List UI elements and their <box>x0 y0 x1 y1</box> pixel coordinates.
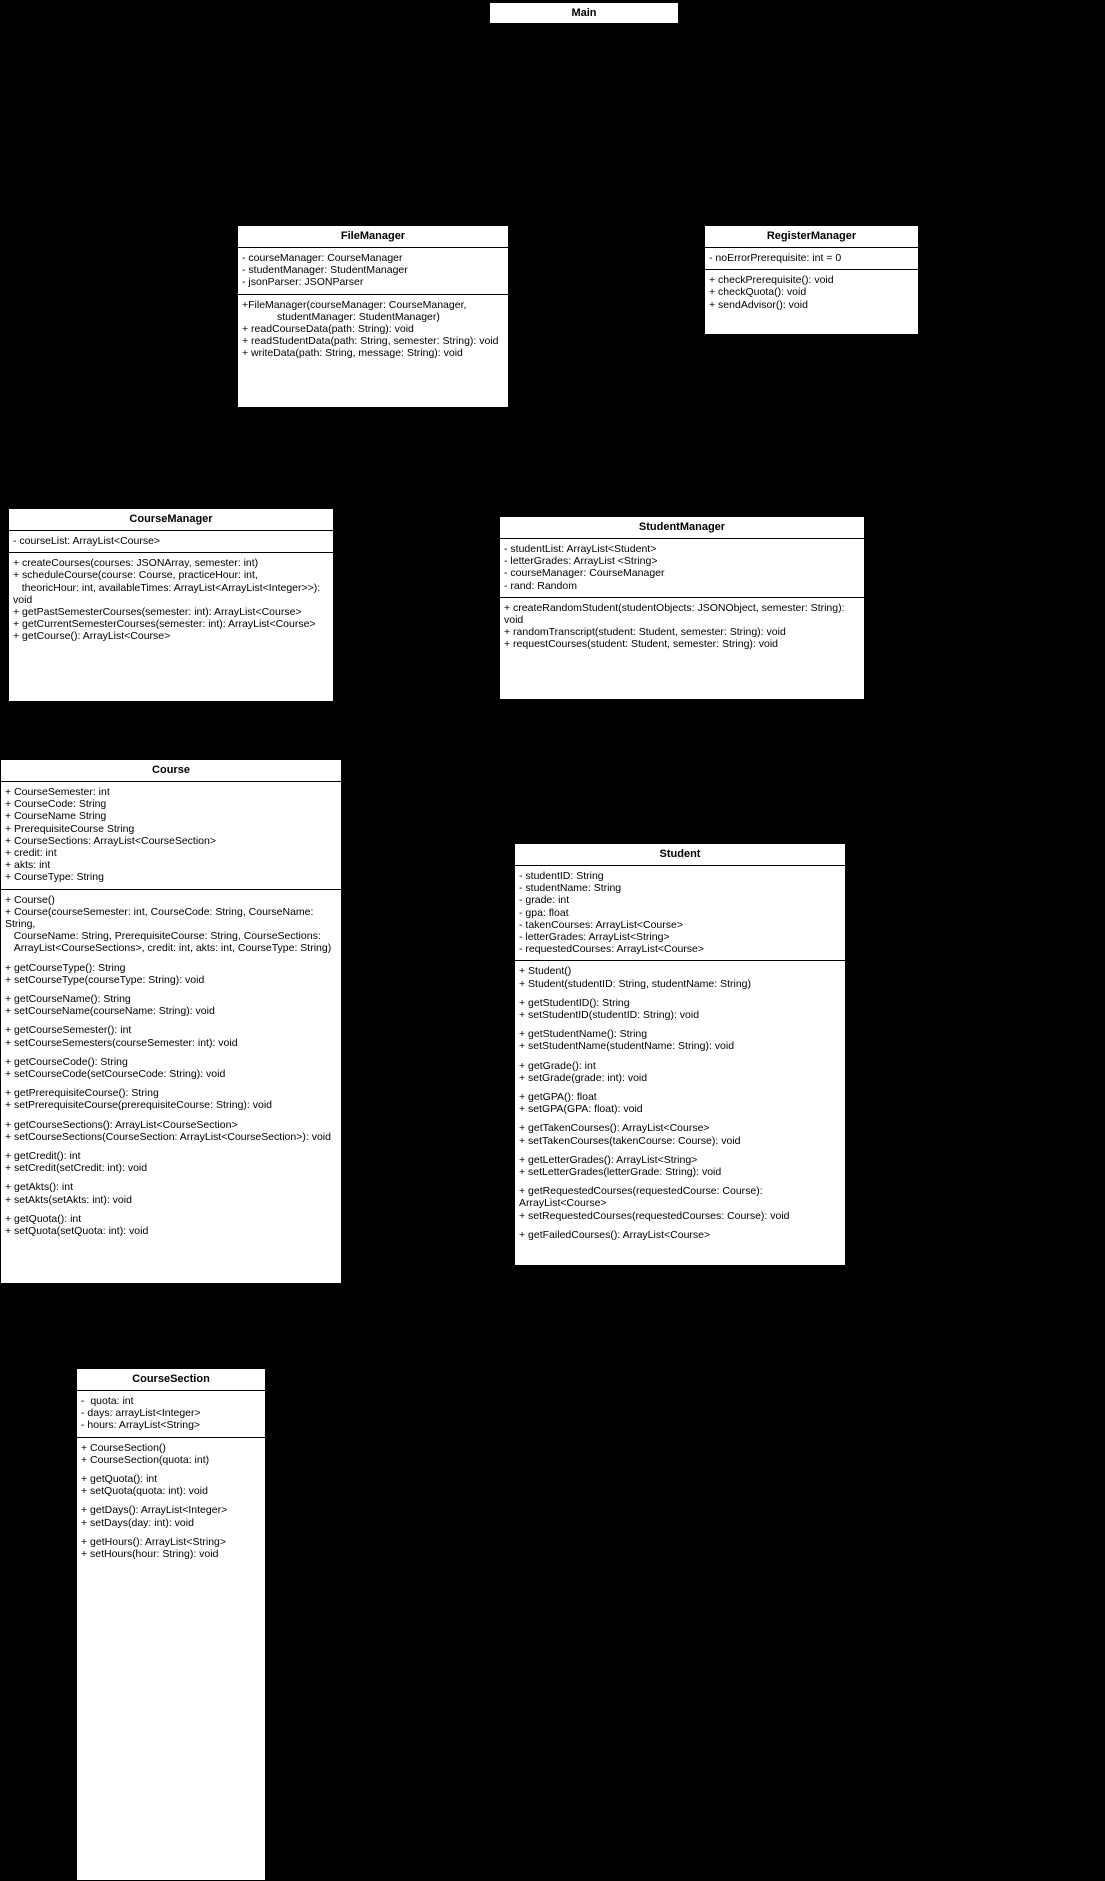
uml-attribute: - noErrorPrerequisite: int = 0 <box>709 252 842 264</box>
uml-class-title: RegisterManager <box>705 226 918 248</box>
uml-attributes-section <box>500 539 864 598</box>
uml-method: + setDays(day: int): void <box>81 1516 194 1529</box>
spacer <box>81 1497 261 1504</box>
uml-method: + Student() <box>519 965 572 978</box>
uml-method: + getRequestedCourses(requestedCourse: Course): ArrayList<Course> <box>519 1185 766 1210</box>
uml-method: + getHours(): ArrayList<String> <box>81 1535 227 1548</box>
uml-class-title: Course <box>1 760 341 782</box>
uml-attributes-section <box>9 531 333 553</box>
uml-attribute: - quota: int <box>81 1395 134 1407</box>
uml-method: + setPrerequisiteCourse(prerequisiteCourse: String): void <box>5 1099 272 1112</box>
uml-attribute: + credit: int <box>5 847 57 860</box>
spacer <box>519 1115 841 1122</box>
uml-attribute: - rand: Random <box>504 579 577 592</box>
uml-method: + getCourseSemester(): int <box>5 1024 132 1037</box>
spacer <box>519 1178 841 1185</box>
uml-method: + getPrerequisiteCourse(): String <box>5 1087 159 1100</box>
uml-attributes-section <box>77 1391 265 1438</box>
uml-method: + randomTranscript(student: Student, semester: String): void <box>504 626 786 639</box>
uml-class-main <box>489 2 679 24</box>
uml-attribute: - studentList: ArrayList<Student> <box>504 543 657 555</box>
uml-method: + getGPA(): float <box>519 1091 597 1104</box>
uml-method: + setCourseCode(setCourseCode: String): void <box>5 1068 226 1081</box>
uml-attribute: - letterGrades: ArrayList <String> <box>504 555 658 568</box>
spacer <box>5 986 337 993</box>
uml-attributes-section <box>515 866 845 961</box>
uml-method: + setRequestedCourses(requestedCourses: Course): void <box>519 1209 790 1222</box>
uml-class-title: FileManager <box>238 226 508 248</box>
uml-method: + getQuota(): int <box>5 1212 82 1225</box>
uml-method: CourseName: String, PrerequisiteCourse: String, CourseSections: <box>5 930 321 943</box>
uml-class-title: CourseManager <box>9 509 333 531</box>
spacer <box>519 1053 841 1060</box>
uml-method: + getGrade(): int <box>519 1059 596 1072</box>
uml-class-registermanager <box>704 225 919 335</box>
spacer <box>5 1174 337 1181</box>
uml-method: + writeData(path: String, message: String): void <box>242 347 463 360</box>
uml-method: + readCourseData(path: String): void <box>242 323 414 336</box>
uml-method: + getLetterGrades(): ArrayList<String> <box>519 1153 698 1166</box>
uml-method: + sendAdvisor(): void <box>709 298 808 311</box>
uml-attribute: - grade: int <box>519 894 570 907</box>
uml-attributes-section <box>1 782 341 890</box>
uml-method: + setCourseSections(CourseSection: ArrayList<CourseSection>): void <box>5 1130 331 1143</box>
uml-methods-section <box>77 1438 265 1566</box>
uml-method: + readStudentData(path: String, semester: String): void <box>242 335 499 348</box>
uml-method: + setGrade(grade: int): void <box>519 1071 648 1084</box>
uml-method: + Student(studentID: String, studentName: String) <box>519 977 751 990</box>
spacer <box>519 1021 841 1028</box>
uml-class-course <box>0 759 342 1284</box>
uml-method: + setStudentName(studentName: String): void <box>519 1040 735 1053</box>
uml-class-title: StudentManager <box>500 517 864 539</box>
uml-method: + getQuota(): int <box>81 1473 158 1486</box>
uml-method: + setLetterGrades(letterGrade: String): void <box>519 1166 722 1179</box>
uml-class-filemanager <box>237 225 509 408</box>
uml-method: + checkPrerequisite(): void <box>709 274 834 287</box>
uml-attribute: + CourseName String <box>5 810 107 823</box>
spacer <box>519 1147 841 1154</box>
uml-attribute: - courseManager: CourseManager <box>242 252 403 264</box>
spacer <box>5 1143 337 1150</box>
uml-methods-section <box>238 295 508 365</box>
uml-method: theoricHour: int, availableTimes: ArrayList<ArrayList<Integer>>): void <box>13 581 324 606</box>
uml-method: + setCredit(setCredit: int): void <box>5 1162 148 1175</box>
uml-attribute: - days: arrayList<Integer> <box>81 1407 201 1420</box>
uml-methods-section <box>515 961 845 1246</box>
uml-method: + getCourseSections(): ArrayList<CourseSection> <box>5 1118 238 1131</box>
uml-method: + setCourseType(courseType: String): void <box>5 973 205 986</box>
uml-class-title: CourseSection <box>77 1369 265 1391</box>
spacer <box>519 1084 841 1091</box>
uml-attribute: + CourseCode: String <box>5 798 107 811</box>
uml-method: + getCurrentSemesterCourses(semester: int): ArrayList<Course> <box>13 618 316 631</box>
uml-class-title: Student <box>515 844 845 866</box>
uml-method: + setAkts(setAkts: int): void <box>5 1193 132 1206</box>
spacer <box>5 1112 337 1119</box>
uml-attribute: + akts: int <box>5 859 51 872</box>
uml-attribute: - requestedCourses: ArrayList<Course> <box>519 943 705 956</box>
uml-attribute: - courseList: ArrayList<Course> <box>13 535 161 547</box>
uml-method: + getFailedCourses(): ArrayList<Course> <box>519 1228 711 1241</box>
spacer <box>5 1049 337 1056</box>
uml-attribute: - letterGrades: ArrayList<String> <box>519 931 670 944</box>
uml-method: + createCourses(courses: JSONArray, semester: int) <box>13 557 259 570</box>
spacer <box>5 955 337 962</box>
uml-methods-section <box>1 890 341 1243</box>
uml-method: + getStudentID(): String <box>519 996 630 1009</box>
uml-class-coursesection <box>76 1368 266 1881</box>
uml-attribute: - courseManager: CourseManager <box>504 567 665 580</box>
uml-method: + getPastSemesterCourses(semester: int): ArrayList<Course> <box>13 606 302 619</box>
spacer <box>5 1206 337 1213</box>
uml-class-student <box>514 843 846 1266</box>
uml-method: + getStudentName(): String <box>519 1028 648 1041</box>
uml-method: + getCredit(): int <box>5 1150 81 1163</box>
uml-method: + setCourseSemesters(courseSemester: int): void <box>5 1036 238 1049</box>
uml-methods-section <box>500 598 864 656</box>
uml-attribute: + CourseType: String <box>5 871 104 884</box>
spacer <box>5 1017 337 1024</box>
uml-method: + setQuota(setQuota: int): void <box>5 1225 149 1238</box>
uml-method: + setCourseName(courseName: String): void <box>5 1005 215 1018</box>
uml-method: + checkQuota(): void <box>709 286 807 299</box>
spacer <box>81 1529 261 1536</box>
uml-method: + scheduleCourse(course: Course, practiceHour: int, <box>13 569 258 582</box>
uml-method: + setGPA(GPA: float): void <box>519 1103 643 1116</box>
uml-method: + getTakenCourses(): ArrayList<Course> <box>519 1122 710 1135</box>
uml-method: + createRandomStudent(studentObjects: JSONObject, semester: String): void <box>504 601 848 627</box>
uml-attributes-section <box>238 248 508 295</box>
uml-attribute: - gpa: float <box>519 906 569 919</box>
uml-method: + CourseSection() <box>81 1441 166 1454</box>
uml-attribute: - hours: ArrayList<String> <box>81 1419 201 1432</box>
uml-method: + getCourse(): ArrayList<Course> <box>13 630 171 643</box>
uml-attribute: - studentID: String <box>519 870 604 882</box>
uml-class-title: Main <box>571 7 597 19</box>
uml-method: + getAkts(): int <box>5 1181 73 1194</box>
uml-methods-section <box>9 553 333 647</box>
uml-method: + CourseSection(quota: int) <box>81 1453 210 1466</box>
uml-attributes-section <box>705 248 918 270</box>
spacer <box>519 990 841 997</box>
uml-method: + setQuota(quota: int): void <box>81 1485 208 1498</box>
uml-method: + setHours(hour: String): void <box>81 1548 219 1561</box>
spacer <box>519 1222 841 1229</box>
uml-method: + getCourseCode(): String <box>5 1055 128 1068</box>
uml-attribute: + CourseSections: ArrayList<CourseSection> <box>5 834 216 847</box>
uml-method: + getCourseName(): String <box>5 993 131 1006</box>
spacer <box>5 1080 337 1087</box>
uml-method: studentManager: StudentManager) <box>242 310 440 323</box>
uml-method: + requestCourses(student: Student, semester: String): void <box>504 638 779 651</box>
uml-method: + Course() <box>5 893 55 906</box>
uml-attribute: - studentManager: StudentManager <box>242 264 408 277</box>
uml-method: + getCourseType(): String <box>5 961 126 974</box>
uml-method: + Course(courseSemester: int, CourseCode: String, CourseName: String, <box>5 905 317 931</box>
uml-attribute: + CourseSemester: int <box>5 786 110 798</box>
uml-class-studentmanager <box>499 516 865 700</box>
uml-attribute: - jsonParser: JSONParser <box>242 276 364 289</box>
uml-attribute: - takenCourses: ArrayList<Course> <box>519 918 683 931</box>
uml-attribute: + PrerequisiteCourse String <box>5 822 135 835</box>
uml-attribute: - studentName: String <box>519 882 622 895</box>
uml-method: ArrayList<CourseSections>, credit: int, akts: int, CourseType: String) <box>5 942 332 955</box>
uml-method: + getDays(): ArrayList<Integer> <box>81 1504 228 1517</box>
uml-method: +FileManager(courseManager: CourseManager, <box>242 298 467 311</box>
spacer <box>81 1466 261 1473</box>
uml-methods-section <box>705 270 918 316</box>
uml-method: + setTakenCourses(takenCourse: Course): void <box>519 1134 741 1147</box>
uml-class-coursemanager <box>8 508 334 702</box>
uml-method: + setStudentID(studentID: String): void <box>519 1009 700 1022</box>
